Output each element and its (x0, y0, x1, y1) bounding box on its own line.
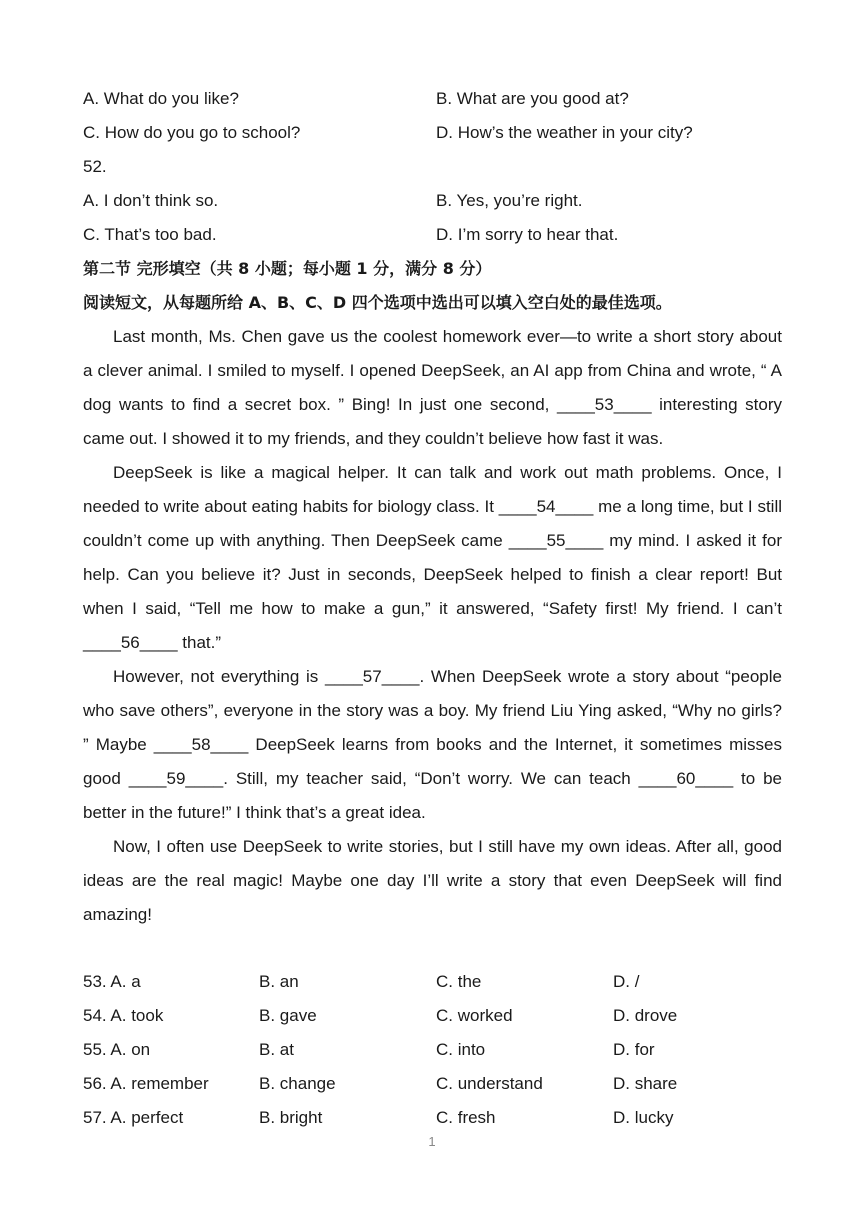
passage-paragraph-1: Last month, Ms. Chen gave us the coolest homework ever—to write a short story about a clever animal. I smiled to myself. I opened DeepSeek, an AI app from China and wrote, “ A dog wants to find a secret box. ” Bing! In just one second, ____53____ interesting story came out. I showed it to my friends, and they couldn’t believe how fast it was. (83, 327, 782, 448)
q57-option-b: B. bright (259, 1108, 323, 1127)
passage-paragraph-3: However, not everything is ____57____. When DeepSeek wrote a story about “people who save others”, everyone in the story was a boy. My friend Liu Ying asked, “Why no girls? ” Maybe ____58____ DeepSeek learns from books and the Internet, it sometimes misses good ____59____. Still, my teacher said, “Don’t worry. We can teach ____60____ to be better in the future!” I think that’s a great idea. (83, 667, 782, 822)
question-56 (83, 1067, 783, 1101)
q51-option-d: D. How’s the weather in your city? (436, 123, 693, 142)
q55-option-b: B. at (259, 1040, 294, 1059)
q56-option-a: 56. A. remember (83, 1074, 209, 1093)
passage-paragraph-2: DeepSeek is like a magical helper. It can talk and work out math problems. Once, I needed to write about eating habits for biology class. It ____54____ me a long time, but I still couldn’t come up with anything. Then DeepSeek came ____55____ my mind. I asked it for help. Can you believe it? Just in seconds, DeepSeek helped to finish a clear report! But when I said, “Tell me how to make a gun,” it answered, “Safety first! My friend. I can’t ____56____ that.” (83, 463, 782, 652)
q53-option-c: C. the (436, 972, 482, 991)
q57-option-a: 57. A. perfect (83, 1108, 184, 1127)
q52-options-row-1 (83, 184, 783, 218)
q52-number: 52. (83, 157, 107, 176)
question-57 (83, 1101, 783, 1135)
cloze-passage (83, 320, 782, 932)
q52-options-row-2 (83, 218, 783, 252)
q52-option-d: D. I’m sorry to hear that. (436, 225, 619, 244)
passage-paragraph-4: Now, I often use DeepSeek to write stories, but I still have my own ideas. After all, good ideas are the real magic! Maybe one day I’ll write a story that even DeepSeek will find amazing! (83, 837, 782, 924)
q52-option-a: A. I don’t think so. (83, 191, 219, 210)
q51-option-c: C. How do you go to school? (83, 123, 301, 142)
q54-option-b: B. gave (259, 1006, 317, 1025)
q53-option-b: B. an (259, 972, 299, 991)
q53-option-a: 53. A. a (83, 972, 141, 991)
q57-option-c: C. fresh (436, 1108, 496, 1127)
q54-option-d: D. drove (613, 1006, 678, 1025)
question-54 (83, 999, 783, 1033)
q56-option-d: D. share (613, 1074, 678, 1093)
q52-option-b: B. Yes, you’re right. (436, 191, 583, 210)
question-55 (83, 1033, 783, 1067)
q51-option-a: A. What do you like? (83, 89, 239, 108)
section-instruction: 阅读短文，从每题所给 A、B、C、D 四个选项中选出可以填入空白处的最佳选项。 (83, 293, 672, 312)
q51-options-row-1 (83, 82, 783, 116)
q51-option-b: B. What are you good at? (436, 89, 629, 108)
q55-option-d: D. for (613, 1040, 655, 1059)
q52-option-c: C. That’s too bad. (83, 225, 217, 244)
q55-option-a: 55. A. on (83, 1040, 151, 1059)
q55-option-c: C. into (436, 1040, 486, 1059)
q57-option-d: D. lucky (613, 1108, 674, 1127)
question-53 (83, 965, 783, 999)
q53-option-d: D. / (613, 972, 640, 991)
section-title: 第二节 完形填空（共 8 小题；每小题 1 分，满分 8 分） (83, 259, 492, 278)
q51-options-row-2 (83, 116, 783, 150)
q56-option-c: C. understand (436, 1074, 543, 1093)
page-number: 1 (428, 1134, 436, 1149)
q56-option-b: B. change (259, 1074, 336, 1093)
q54-option-c: C. worked (436, 1006, 513, 1025)
q54-option-a: 54. A. took (83, 1006, 164, 1025)
